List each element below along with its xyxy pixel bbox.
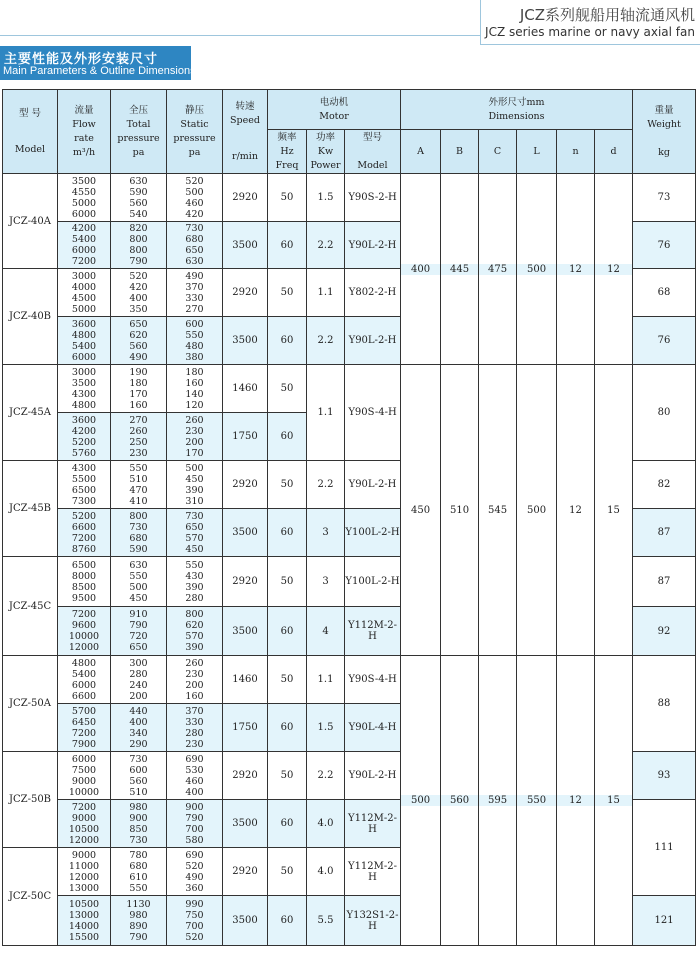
dim-n-cell [557, 365, 595, 656]
dim-b-cell [441, 656, 479, 946]
speed-en: Speed [230, 114, 260, 126]
dim-n-cell [557, 656, 595, 946]
freq-cell: 60 [268, 704, 307, 752]
col-l: L [517, 130, 557, 174]
section-badge [0, 46, 196, 80]
flow-cell: 4300 5500 6500 7300 [58, 461, 111, 509]
speed-cn: 转速 [235, 100, 255, 112]
power-cell: 1.1 [307, 365, 345, 461]
speed-cell: 2920 [223, 752, 268, 800]
flow-cell: 10500 13000 14000 15500 [58, 896, 111, 946]
flow-cn: 流量 [74, 104, 94, 116]
freq-cn: 频率 [277, 131, 297, 143]
total-cell: 910 790 720 650 [111, 607, 167, 656]
power-cell: 2.2 [307, 461, 345, 509]
speed-cell: 3500 [223, 222, 268, 269]
model-cell: JCZ-50A [3, 656, 58, 752]
col-n: n [557, 130, 595, 174]
model-cell: JCZ-45A [3, 365, 58, 461]
static-en2: pressure [173, 132, 216, 144]
model-cell: JCZ-45B [3, 461, 58, 557]
speed-cell: 1750 [223, 704, 268, 752]
flow-cell: 5200 6600 7200 8760 [58, 509, 111, 557]
total-cell: 520 420 400 350 [111, 269, 167, 317]
weight-cell: 111 [633, 800, 696, 896]
freq-cell: 60 [268, 413, 307, 461]
col-freq [268, 130, 307, 174]
total-cn: 全压 [128, 104, 148, 116]
col-weight [633, 90, 696, 174]
dim-l-cell [517, 174, 557, 365]
speed-cell: 3500 [223, 800, 268, 848]
static-cell: 260 230 200 170 [167, 413, 223, 461]
total-cell: 800 730 680 590 [111, 509, 167, 557]
speed-cell: 2920 [223, 174, 268, 222]
flow-cell: 5700 6450 7200 7900 [58, 704, 111, 752]
weight-cell: 76 [633, 222, 696, 269]
dim-c: 545 [487, 504, 508, 516]
weight-cell: 82 [633, 461, 696, 509]
dim-l: 500 [517, 264, 556, 275]
dim-l: 550 [517, 795, 556, 806]
speed-unit: r/min [232, 150, 258, 162]
dim-c: 595 [479, 795, 516, 806]
static-cell: 730 650 570 450 [167, 509, 223, 557]
freq-en: Freq [275, 159, 299, 171]
freq-cell: 60 [268, 509, 307, 557]
freq-cell: 50 [268, 656, 307, 704]
power-cell: 4.0 [307, 848, 345, 896]
weight-unit: kg [658, 146, 670, 158]
freq-cell: 50 [268, 174, 307, 222]
title-chinese: JCZ系列舰船用轴流通风机 [519, 6, 695, 24]
total-cell: 820 800 800 790 [111, 222, 167, 269]
dim-a-cell [401, 174, 441, 365]
dims-cn: 外形尺寸mm [488, 96, 545, 108]
motor-cell: Y112M-2-H [345, 848, 401, 896]
model-cell: JCZ-40B [3, 269, 58, 365]
section-title-english: Main Parameters & Outline Dimensions [3, 65, 196, 77]
power-en: Power [310, 159, 341, 171]
dim-a: 400 [401, 264, 440, 275]
total-cell: 190 180 170 160 [111, 365, 167, 413]
static-unit: pa [188, 146, 201, 158]
flow-cell: 6000 7500 9000 10000 [58, 752, 111, 800]
dim-d-cell [595, 365, 633, 656]
mtype-cn: 型号 [363, 131, 383, 143]
model-cell: JCZ-50B [3, 752, 58, 848]
static-cell: 490 370 330 270 [167, 269, 223, 317]
total-en2: pressure [117, 132, 160, 144]
power-cell: 1.5 [307, 174, 345, 222]
speed-cell: 2920 [223, 269, 268, 317]
motor-cell: Y802-2-H [345, 269, 401, 317]
weight-cell: 80 [633, 365, 696, 461]
total-cell: 300 280 240 200 [111, 656, 167, 704]
flow-cell: 3000 4000 4500 5000 [58, 269, 111, 317]
freq-cell: 50 [268, 557, 307, 607]
total-cell: 440 400 340 290 [111, 704, 167, 752]
power-cell: 4.0 [307, 800, 345, 848]
static-cell: 690 520 490 360 [167, 848, 223, 896]
dim-a-cell [401, 656, 441, 946]
motor-cell: Y100L-2-H [345, 557, 401, 607]
static-cn: 静压 [184, 104, 204, 116]
table-row [3, 656, 696, 704]
weight-cell: 87 [633, 509, 696, 557]
dim-n: 12 [557, 795, 594, 806]
col-total-pressure [111, 90, 167, 174]
model-cell: JCZ-40A [3, 174, 58, 269]
motor-cell: Y112M-2-H [345, 800, 401, 848]
static-cell: 690 530 460 400 [167, 752, 223, 800]
freq-cell: 50 [268, 365, 307, 413]
speed-cell: 3500 [223, 317, 268, 365]
dim-b: 445 [441, 264, 478, 275]
speed-cell: 3500 [223, 607, 268, 656]
freq-cell: 60 [268, 222, 307, 269]
static-cell: 800 620 570 390 [167, 607, 223, 656]
speed-cell: 1460 [223, 656, 268, 704]
section-title-chinese: 主要性能及外形安装尺寸 [4, 52, 159, 67]
static-cell: 370 330 280 230 [167, 704, 223, 752]
total-cell: 780 680 610 550 [111, 848, 167, 896]
flow-cell: 4200 5400 6000 7200 [58, 222, 111, 269]
motor-cell: Y112M-2-H [345, 607, 401, 656]
static-cell: 900 790 700 580 [167, 800, 223, 848]
col-motor [268, 90, 401, 130]
power-cell: 1.1 [307, 269, 345, 317]
flow-cell: 9000 11000 12000 13000 [58, 848, 111, 896]
mtype-en: Model [357, 159, 388, 171]
dim-c: 475 [479, 264, 516, 275]
dims-en: Dimensions [488, 110, 545, 122]
total-unit: pa [132, 146, 145, 158]
dim-l-cell [517, 365, 557, 656]
motor-cell: Y90S-2-H [345, 174, 401, 222]
motor-cell: Y90S-4-H [345, 365, 401, 461]
freq-cell: 50 [268, 269, 307, 317]
dim-b: 560 [441, 795, 478, 806]
motor-cell: Y90S-4-H [345, 656, 401, 704]
total-cell: 1130 980 890 790 [111, 896, 167, 946]
freq-cell: 50 [268, 848, 307, 896]
speed-cell: 3500 [223, 509, 268, 557]
freq-cell: 60 [268, 800, 307, 848]
speed-cell: 2920 [223, 848, 268, 896]
power-cell: 3 [307, 557, 345, 607]
motor-cell: Y90L-4-H [345, 704, 401, 752]
power-cell: 1.1 [307, 656, 345, 704]
total-cell: 630 590 560 540 [111, 174, 167, 222]
title-box [480, 0, 700, 45]
weight-cell: 92 [633, 607, 696, 656]
flow-unit: m³/h [72, 146, 96, 158]
total-cell: 270 260 250 230 [111, 413, 167, 461]
weight-cell: 73 [633, 174, 696, 222]
header-row [3, 90, 696, 130]
total-cell: 630 550 500 450 [111, 557, 167, 607]
col-motor-type [345, 130, 401, 174]
power-cell: 3 [307, 509, 345, 557]
static-cell: 990 750 700 520 [167, 896, 223, 946]
flow-en1: Flow [72, 118, 96, 130]
table-row [3, 365, 696, 413]
dim-l: 500 [526, 504, 547, 516]
speed-cell: 3500 [223, 896, 268, 946]
dim-b-cell [441, 365, 479, 656]
flow-cell: 7200 9600 10000 12000 [58, 607, 111, 656]
static-cell: 550 430 390 280 [167, 557, 223, 607]
col-model [3, 90, 58, 174]
model-cell: JCZ-45C [3, 557, 58, 656]
static-cell: 520 500 460 420 [167, 174, 223, 222]
speed-cell: 1460 [223, 365, 268, 413]
weight-cell: 76 [633, 317, 696, 365]
dim-a-cell [401, 365, 441, 656]
weight-cn: 重量 [654, 104, 674, 116]
col-d: d [595, 130, 633, 174]
flow-cell: 3600 4200 5200 5760 [58, 413, 111, 461]
flow-cell: 4800 5400 6000 6600 [58, 656, 111, 704]
motor-cell: Y90L-2-H [345, 461, 401, 509]
dim-d: 12 [595, 264, 632, 275]
freq-cell: 50 [268, 752, 307, 800]
static-cell: 180 160 140 120 [167, 365, 223, 413]
flow-en2: rate [74, 132, 94, 144]
speed-cell: 2920 [223, 557, 268, 607]
col-static-pressure [167, 90, 223, 174]
static-cell: 600 550 480 380 [167, 317, 223, 365]
power-cell: 5.5 [307, 896, 345, 946]
col-flow [58, 90, 111, 174]
col-dimensions [401, 90, 633, 130]
weight-cell: 93 [633, 752, 696, 800]
static-en1: Static [180, 118, 209, 130]
dim-d: 15 [607, 504, 620, 516]
dim-d-cell [595, 656, 633, 946]
motor-cell: Y90L-2-H [345, 752, 401, 800]
power-cell: 4 [307, 607, 345, 656]
model-cell: JCZ-50C [3, 848, 58, 946]
motor-cell: Y132S1-2-H [345, 896, 401, 946]
weight-en: Weight [647, 118, 681, 130]
flow-cell: 3500 4550 5000 6000 [58, 174, 111, 222]
col-speed [223, 90, 268, 174]
title-english: JCZ series marine or navy axial fan [485, 25, 695, 39]
dim-n-cell [557, 174, 595, 365]
static-cell: 500 450 390 310 [167, 461, 223, 509]
header-rule [0, 35, 480, 36]
power-kw: Kw [317, 145, 334, 157]
dim-b-cell [441, 174, 479, 365]
flow-cell: 6500 8000 8500 9500 [58, 557, 111, 607]
weight-cell: 68 [633, 269, 696, 317]
flow-cell: 3000 3500 4300 4800 [58, 365, 111, 413]
motor-cell: Y90L-2-H [345, 222, 401, 269]
motor-cell: Y100L-2-H [345, 509, 401, 557]
parameters-table [2, 89, 696, 946]
speed-cell: 2920 [223, 461, 268, 509]
motor-en: Motor [319, 110, 349, 122]
dim-a: 500 [401, 795, 440, 806]
table-row [3, 174, 696, 222]
col-c: C [479, 130, 517, 174]
dim-c-cell [479, 174, 517, 365]
static-cell: 730 680 650 630 [167, 222, 223, 269]
dim-n: 12 [557, 264, 594, 275]
total-cell: 550 510 470 410 [111, 461, 167, 509]
model-en: Model [14, 143, 46, 155]
dim-b: 510 [449, 504, 470, 516]
dim-c-cell [479, 656, 517, 946]
weight-cell: 87 [633, 557, 696, 607]
freq-cell: 60 [268, 896, 307, 946]
motor-cell: Y90L-2-H [345, 317, 401, 365]
power-cell: 2.2 [307, 317, 345, 365]
freq-cell: 50 [268, 461, 307, 509]
motor-cn: 电动机 [319, 96, 349, 108]
freq-hz: Hz [280, 145, 294, 157]
freq-cell: 60 [268, 607, 307, 656]
total-cell: 730 600 560 510 [111, 752, 167, 800]
total-cell: 980 900 850 730 [111, 800, 167, 848]
dim-l-cell [517, 656, 557, 946]
col-power [307, 130, 345, 174]
dim-n: 12 [569, 504, 582, 516]
power-cn: 功率 [315, 131, 335, 143]
dim-c-cell [479, 365, 517, 656]
weight-cell: 121 [633, 896, 696, 946]
flow-cell: 7200 9000 10500 12000 [58, 800, 111, 848]
power-cell: 2.2 [307, 222, 345, 269]
dim-a: 450 [410, 504, 431, 516]
model-cn: 型 号 [18, 107, 42, 119]
power-cell: 1.5 [307, 704, 345, 752]
dim-d: 15 [595, 795, 632, 806]
speed-cell: 1750 [223, 413, 268, 461]
static-cell: 260 230 200 160 [167, 656, 223, 704]
weight-cell: 88 [633, 656, 696, 752]
col-a: A [401, 130, 441, 174]
power-cell: 2.2 [307, 752, 345, 800]
total-cell: 650 620 560 490 [111, 317, 167, 365]
col-b: B [441, 130, 479, 174]
dim-d-cell [595, 174, 633, 365]
total-en1: Total [126, 118, 151, 130]
flow-cell: 3600 4800 5400 6000 [58, 317, 111, 365]
freq-cell: 60 [268, 317, 307, 365]
